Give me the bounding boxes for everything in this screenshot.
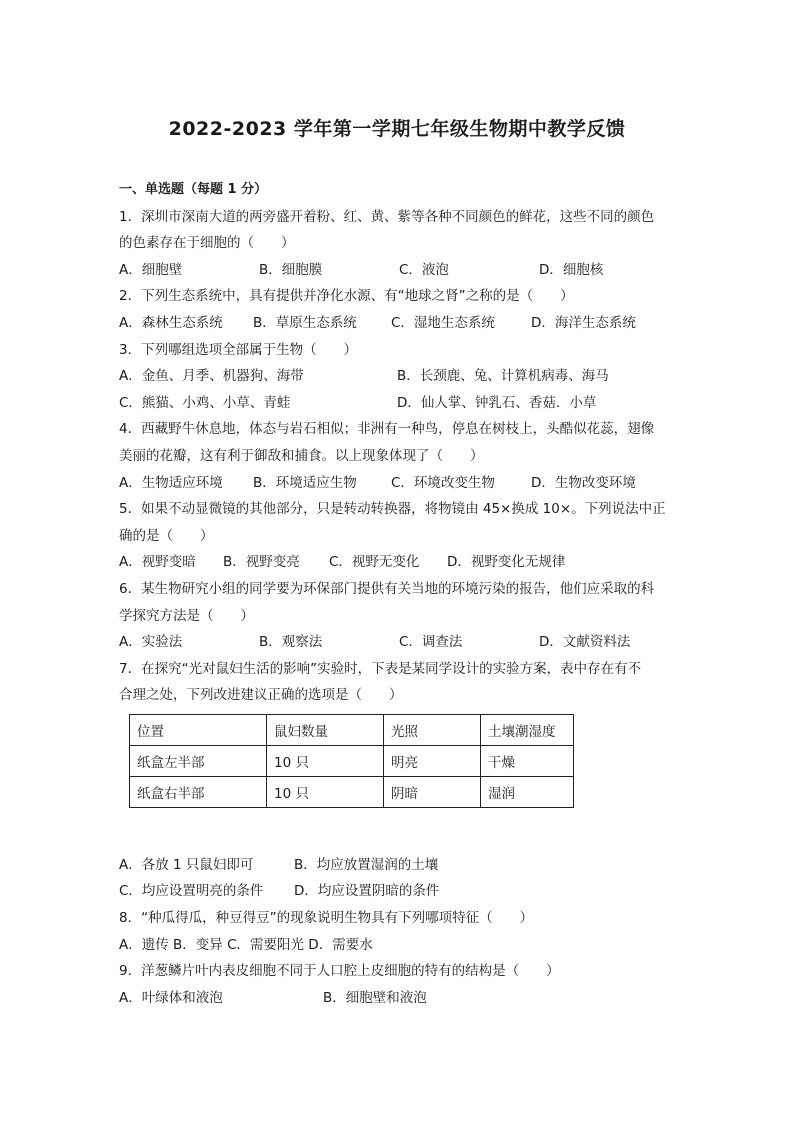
question-2 <box>119 283 679 336</box>
options-row <box>119 310 679 337</box>
option-a: A．视野变暗 <box>119 554 196 571</box>
option-a: A．森林生态系统 <box>119 314 223 331</box>
question-stem: 7．在探究“光对鼠妇生活的影响”实验时，下表是某同学设计的实验方案，表中存在有不 <box>119 660 642 677</box>
options-row <box>119 629 679 656</box>
question-1 <box>119 204 679 284</box>
section-heading: 一、单选题（每题 1 分） <box>119 182 268 197</box>
question-9 <box>119 958 679 1011</box>
question-stem: 4．西藏野牛休息地，体态与岩石相似；非洲有一种鸟，停息在树枝上，头酷似花蕊，翅像 <box>119 421 655 438</box>
table-cell: 明亮 <box>384 745 481 776</box>
table-cell: 10 只 <box>267 745 384 776</box>
experiment-table <box>129 714 574 808</box>
options-row <box>119 257 679 284</box>
options-row <box>119 878 679 905</box>
table-cell: 湿润 <box>481 776 574 807</box>
option-c: C．调查法 <box>399 634 463 651</box>
option-b: B．均应放置湿润的土壤 <box>294 856 439 873</box>
table-header-row <box>130 714 574 745</box>
question-stem: 6．某生物研究小组的同学要为环保部门提供有关当地的环境污染的报告，他们应采取的科 <box>119 580 655 597</box>
option-c: C．湿地生态系统 <box>391 314 495 331</box>
table-cell: 10 只 <box>267 776 384 807</box>
table-cell: 阴暗 <box>384 776 481 807</box>
option-a: A．金鱼、月季、机器狗、海带 <box>119 368 304 385</box>
options-row <box>119 549 679 576</box>
table-header-cell: 土壤潮湿度 <box>481 714 574 745</box>
table-cell: 纸盒右半部 <box>130 776 267 807</box>
option-b: B．长颈鹿、兔、计算机病毒、海马 <box>397 368 609 385</box>
table-row <box>130 776 574 807</box>
question-5 <box>119 496 679 576</box>
option-d: D．均应设置阴暗的条件 <box>294 883 440 900</box>
question-stem: 1．深圳市深南大道的两旁盛开着粉、红、黄、紫等各种不同颜色的鲜花，这些不同的颜色 <box>119 208 655 225</box>
table-cell: 纸盒左半部 <box>130 745 267 776</box>
table-cell: 干燥 <box>481 745 574 776</box>
option-b: B．视野变亮 <box>223 554 300 571</box>
option-c: C．液泡 <box>399 261 449 278</box>
option-b: B．细胞膜 <box>259 261 323 278</box>
option-d: D．视野变化无规律 <box>447 554 566 571</box>
question-stem: 3．下列哪组选项全部属于生物（ ） <box>119 341 358 358</box>
option-b: B．草原生态系统 <box>253 314 357 331</box>
option-c: C．视野无变化 <box>329 554 420 571</box>
table-row <box>130 745 574 776</box>
question-stem: 5．如果不动显微镜的其他部分，只是转动转换器，将物镜由 45×换成 10×。下列说法中正 <box>119 501 666 518</box>
table-header-cell: 光照 <box>384 714 481 745</box>
exam-content <box>119 177 679 1011</box>
options-inline: A．遗传 B．变异 C．需要阳光 D．需要水 <box>119 936 373 953</box>
option-d: D．细胞核 <box>539 261 604 278</box>
question-8 <box>119 905 679 958</box>
options-row <box>119 470 679 497</box>
option-c: C．环境改变生物 <box>391 474 495 491</box>
options-row <box>119 363 679 390</box>
exam-title: 2022-2023 学年第一学期七年级生物期中教学反馈 <box>168 118 626 140</box>
table-header-cell: 鼠妇数量 <box>267 714 384 745</box>
option-b: B．细胞壁和液泡 <box>323 989 427 1006</box>
question-6 <box>119 576 679 656</box>
options-row <box>119 985 679 1012</box>
option-a: A．实验法 <box>119 634 183 651</box>
question-7 <box>119 656 679 905</box>
question-stem: 学探究方法是（ ） <box>119 607 254 624</box>
question-stem: 2．下列生态系统中，具有提供并净化水源、有“地球之肾”之称的是（ ） <box>119 288 574 305</box>
option-d: D．仙人掌、钟乳石、香菇．小草 <box>397 394 597 411</box>
options-row <box>119 852 679 879</box>
question-stem: 美丽的花瓣，这有利于御敌和捕食。以上现象体现了（ ） <box>119 447 484 464</box>
question-stem: 确的是（ ） <box>119 527 214 544</box>
option-b: B．观察法 <box>259 634 323 651</box>
option-b: B．环境适应生物 <box>253 474 357 491</box>
option-a: A．叶绿体和液泡 <box>119 989 223 1006</box>
question-4 <box>119 416 679 496</box>
option-d: D．文献资料法 <box>539 634 631 651</box>
option-d: D．海洋生态系统 <box>531 314 636 331</box>
option-d: D．生物改变环境 <box>531 474 636 491</box>
question-stem: 的色素存在于细胞的（ ） <box>119 235 295 252</box>
question-stem: 8．“种瓜得瓜，种豆得豆”的现象说明生物具有下列哪项特征（ ） <box>119 910 534 927</box>
option-a: A．细胞壁 <box>119 261 183 278</box>
options-row <box>119 390 679 417</box>
spacer <box>119 808 679 852</box>
option-a: A．各放 1 只鼠妇即可 <box>119 856 254 873</box>
question-3 <box>119 337 679 417</box>
question-stem: 合理之处，下列改进建议正确的选项是（ ） <box>119 687 403 704</box>
option-a: A．生物适应环境 <box>119 474 223 491</box>
table-header-cell: 位置 <box>130 714 267 745</box>
question-stem: 9．洋葱鳞片叶内表皮细胞不同于人口腔上皮细胞的特有的结构是（ ） <box>119 963 560 980</box>
option-c: C．熊猫、小鸡、小草、青蛙 <box>119 394 291 411</box>
option-c: C．均应设置明亮的条件 <box>119 883 264 900</box>
